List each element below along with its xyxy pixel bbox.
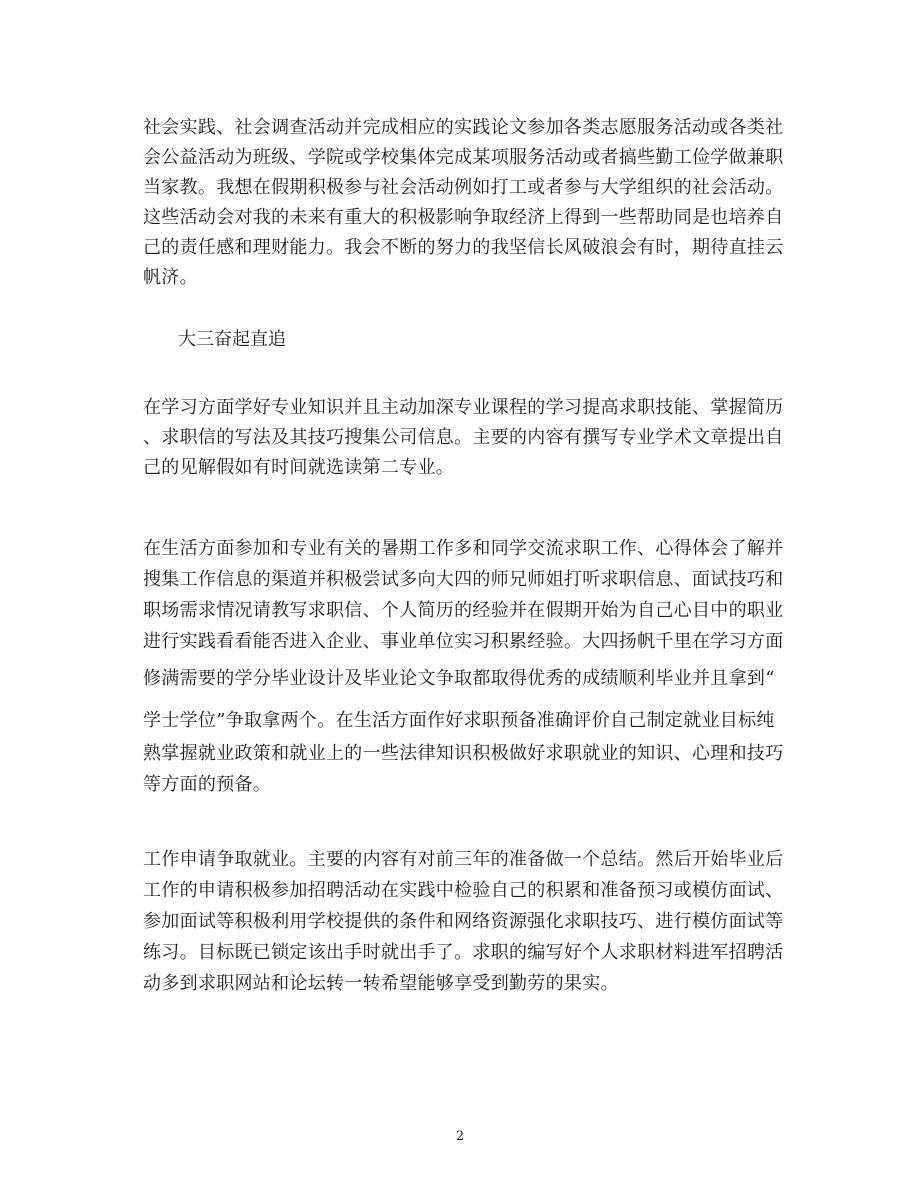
paragraph-social-practice bbox=[143, 113, 783, 293]
text-line: 熟掌握就业政策和就业上的一些法律知识积极做好求职就业的知识、心理和技巧 bbox=[143, 743, 784, 764]
text-line: 参加面试等积极利用学校提供的条件和网络资源强化求职技巧、进行模仿面试等 bbox=[143, 911, 784, 932]
text-line: 工作申请争取就业。主要的内容有对前三年的准备做一个总结。然后开始毕业后 bbox=[143, 849, 784, 870]
text-line: 进行实践看看能否进入企业、事业单位实习积累经验。大四扬帆千里在学习方面 bbox=[143, 631, 784, 652]
text-line: 学士学位”争取拿两个。在生活方面作好求职预备准确评价自己制定就业目标纯 bbox=[143, 710, 775, 731]
text-line: 工作的申请积极参加招聘活动在实践中检验自己的积累和准备预习或模仿面试、 bbox=[143, 880, 784, 901]
text-line: 练习。目标既已锁定该出手时就出手了。求职的编写好个人求职材料进军招聘活 bbox=[143, 942, 784, 963]
text-line: 搜集工作信息的渠道并积极尝试多向大四的师兄师姐打听求职信息、面试技巧和 bbox=[143, 569, 784, 590]
text-line: 社会实践、社会调查活动并完成相应的实践论文参加各类志愿服务活动或各类社 bbox=[143, 117, 784, 138]
paragraph-job-application bbox=[143, 845, 783, 999]
text-line: 、求职信的写法及其技巧搜集公司信息。主要的内容有撰写专业学术文章提出自 bbox=[143, 427, 784, 448]
text-line: 在生活方面参加和专业有关的暑期工作多和同学交流求职工作、心得体会了解并 bbox=[143, 538, 784, 559]
text-line: 等方面的预备。 bbox=[143, 774, 272, 795]
text-line: 这些活动会对我的未来有重大的积极影响争取经济上得到一些帮助同是也培养自 bbox=[143, 207, 784, 228]
paragraph-study bbox=[143, 393, 783, 483]
section-heading: 大三奋起直追 bbox=[178, 329, 286, 350]
text-line: 动多到求职网站和论坛转一转希望能够享受到勤劳的果实。 bbox=[143, 973, 619, 994]
text-line: 己的见解假如有时间就选读第二专业。 bbox=[143, 457, 455, 478]
text-line: 职场需求情况请教写求职信、个人简历的经验并在假期开始为自己心目中的职业 bbox=[143, 600, 784, 621]
text-line: 帆济。 bbox=[143, 267, 198, 288]
text-line: 己的责任感和理财能力。我会不断的努力的我坚信长风破浪会有时，期待直挂云 bbox=[143, 237, 784, 258]
text-line: 修满需要的学分毕业设计及毕业论文争取都取得优秀的成绩顺利毕业并且拿到“ bbox=[143, 668, 775, 689]
paragraph-life bbox=[143, 534, 783, 800]
text-line: 会公益活动为班级、学院或学校集体完成某项服务活动或者搞些勤工俭学做兼职 bbox=[143, 147, 784, 168]
text-line: 在学习方面学好专业知识并且主动加深专业课程的学习提高求职技能、掌握简历 bbox=[143, 397, 784, 418]
text-line: 当家教。我想在假期积极参与社会活动例如打工或者参与大学组织的社会活动。 bbox=[143, 177, 784, 198]
page-number: 2 bbox=[455, 1129, 465, 1144]
